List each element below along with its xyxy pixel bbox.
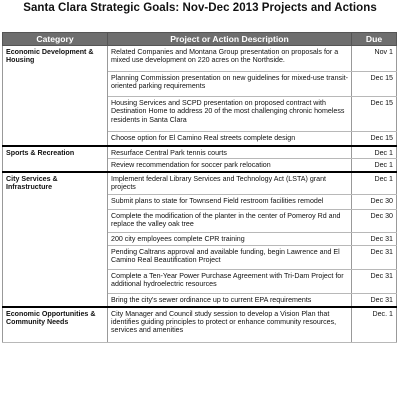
due-cell: Dec 31 <box>352 233 397 246</box>
table-body <box>3 46 397 343</box>
table-row <box>3 307 397 343</box>
description-cell: Planning Commission presentation on new guidelines for mixed-use transit-oriented parking requirements <box>108 72 352 97</box>
description-cell: Review recommendation for soccer park relocation <box>108 159 352 172</box>
category-cell: Sports & Recreation <box>3 146 108 172</box>
due-cell: Dec 15 <box>352 97 397 132</box>
due-cell: Dec 31 <box>352 246 397 270</box>
due-cell: Dec. 1 <box>352 307 397 343</box>
description-cell: Related Companies and Montana Group presentation on proposals for a mixed use development on 220 acres on the Northside. <box>108 46 352 72</box>
description-cell: Complete the modification of the planter in the center of Pomeroy Rd and replace the valley oak tree <box>108 210 352 233</box>
description-cell: Implement federal Library Services and Technology Act (LSTA) grant projects <box>108 172 352 195</box>
description-cell: 200 city employees complete CPR training <box>108 233 352 246</box>
description-cell: City Manager and Council study session to develop a Vision Plan that identifies guiding principles to protect or enhance community resources, services and amenities <box>108 307 352 343</box>
page-title: Santa Clara Strategic Goals: Nov-Dec 2013 Projects and Actions <box>23 2 377 14</box>
header-category: Category <box>3 33 108 46</box>
category-cell: Economic Opportunities & Community Needs <box>3 307 108 343</box>
description-cell: Choose option for El Camino Real streets complete design <box>108 132 352 146</box>
description-cell: Complete a Ten-Year Power Purchase Agreement with Tri-Dam Project for additional hydroelectric resources <box>108 270 352 294</box>
due-cell: Dec 31 <box>352 270 397 294</box>
goals-table <box>2 32 397 343</box>
description-cell: Pending Caltrans approval and available funding, begin Lawrence and El Camino Real Beautification Project <box>108 246 352 270</box>
due-cell: Dec 1 <box>352 146 397 159</box>
category-cell: City Services & Infrastructure <box>3 172 108 307</box>
due-cell: Nov 1 <box>352 46 397 72</box>
description-cell: Housing Services and SCPD presentation on proposed contract with Destination Home to address 20 of the most challenging chronic homeless residents in Santa Clara <box>108 97 352 132</box>
category-cell: Economic Development & Housing <box>3 46 108 146</box>
table-row <box>3 146 397 159</box>
table-row <box>3 46 397 72</box>
due-cell: Dec 1 <box>352 159 397 172</box>
due-cell: Dec 1 <box>352 172 397 195</box>
header-description: Project or Action Description <box>108 33 352 46</box>
due-cell: Dec 30 <box>352 195 397 210</box>
header-due: Due <box>352 33 397 46</box>
due-cell: Dec 31 <box>352 294 397 307</box>
description-cell: Resurface Central Park tennis courts <box>108 146 352 159</box>
description-cell: Bring the city's sewer ordinance up to current EPA requirements <box>108 294 352 307</box>
due-cell: Dec 30 <box>352 210 397 233</box>
due-cell: Dec 15 <box>352 72 397 97</box>
table-header-row <box>3 33 397 46</box>
description-cell: Submit plans to state for Townsend Field restroom facilities remodel <box>108 195 352 210</box>
due-cell: Dec 15 <box>352 132 397 146</box>
table-row <box>3 172 397 195</box>
